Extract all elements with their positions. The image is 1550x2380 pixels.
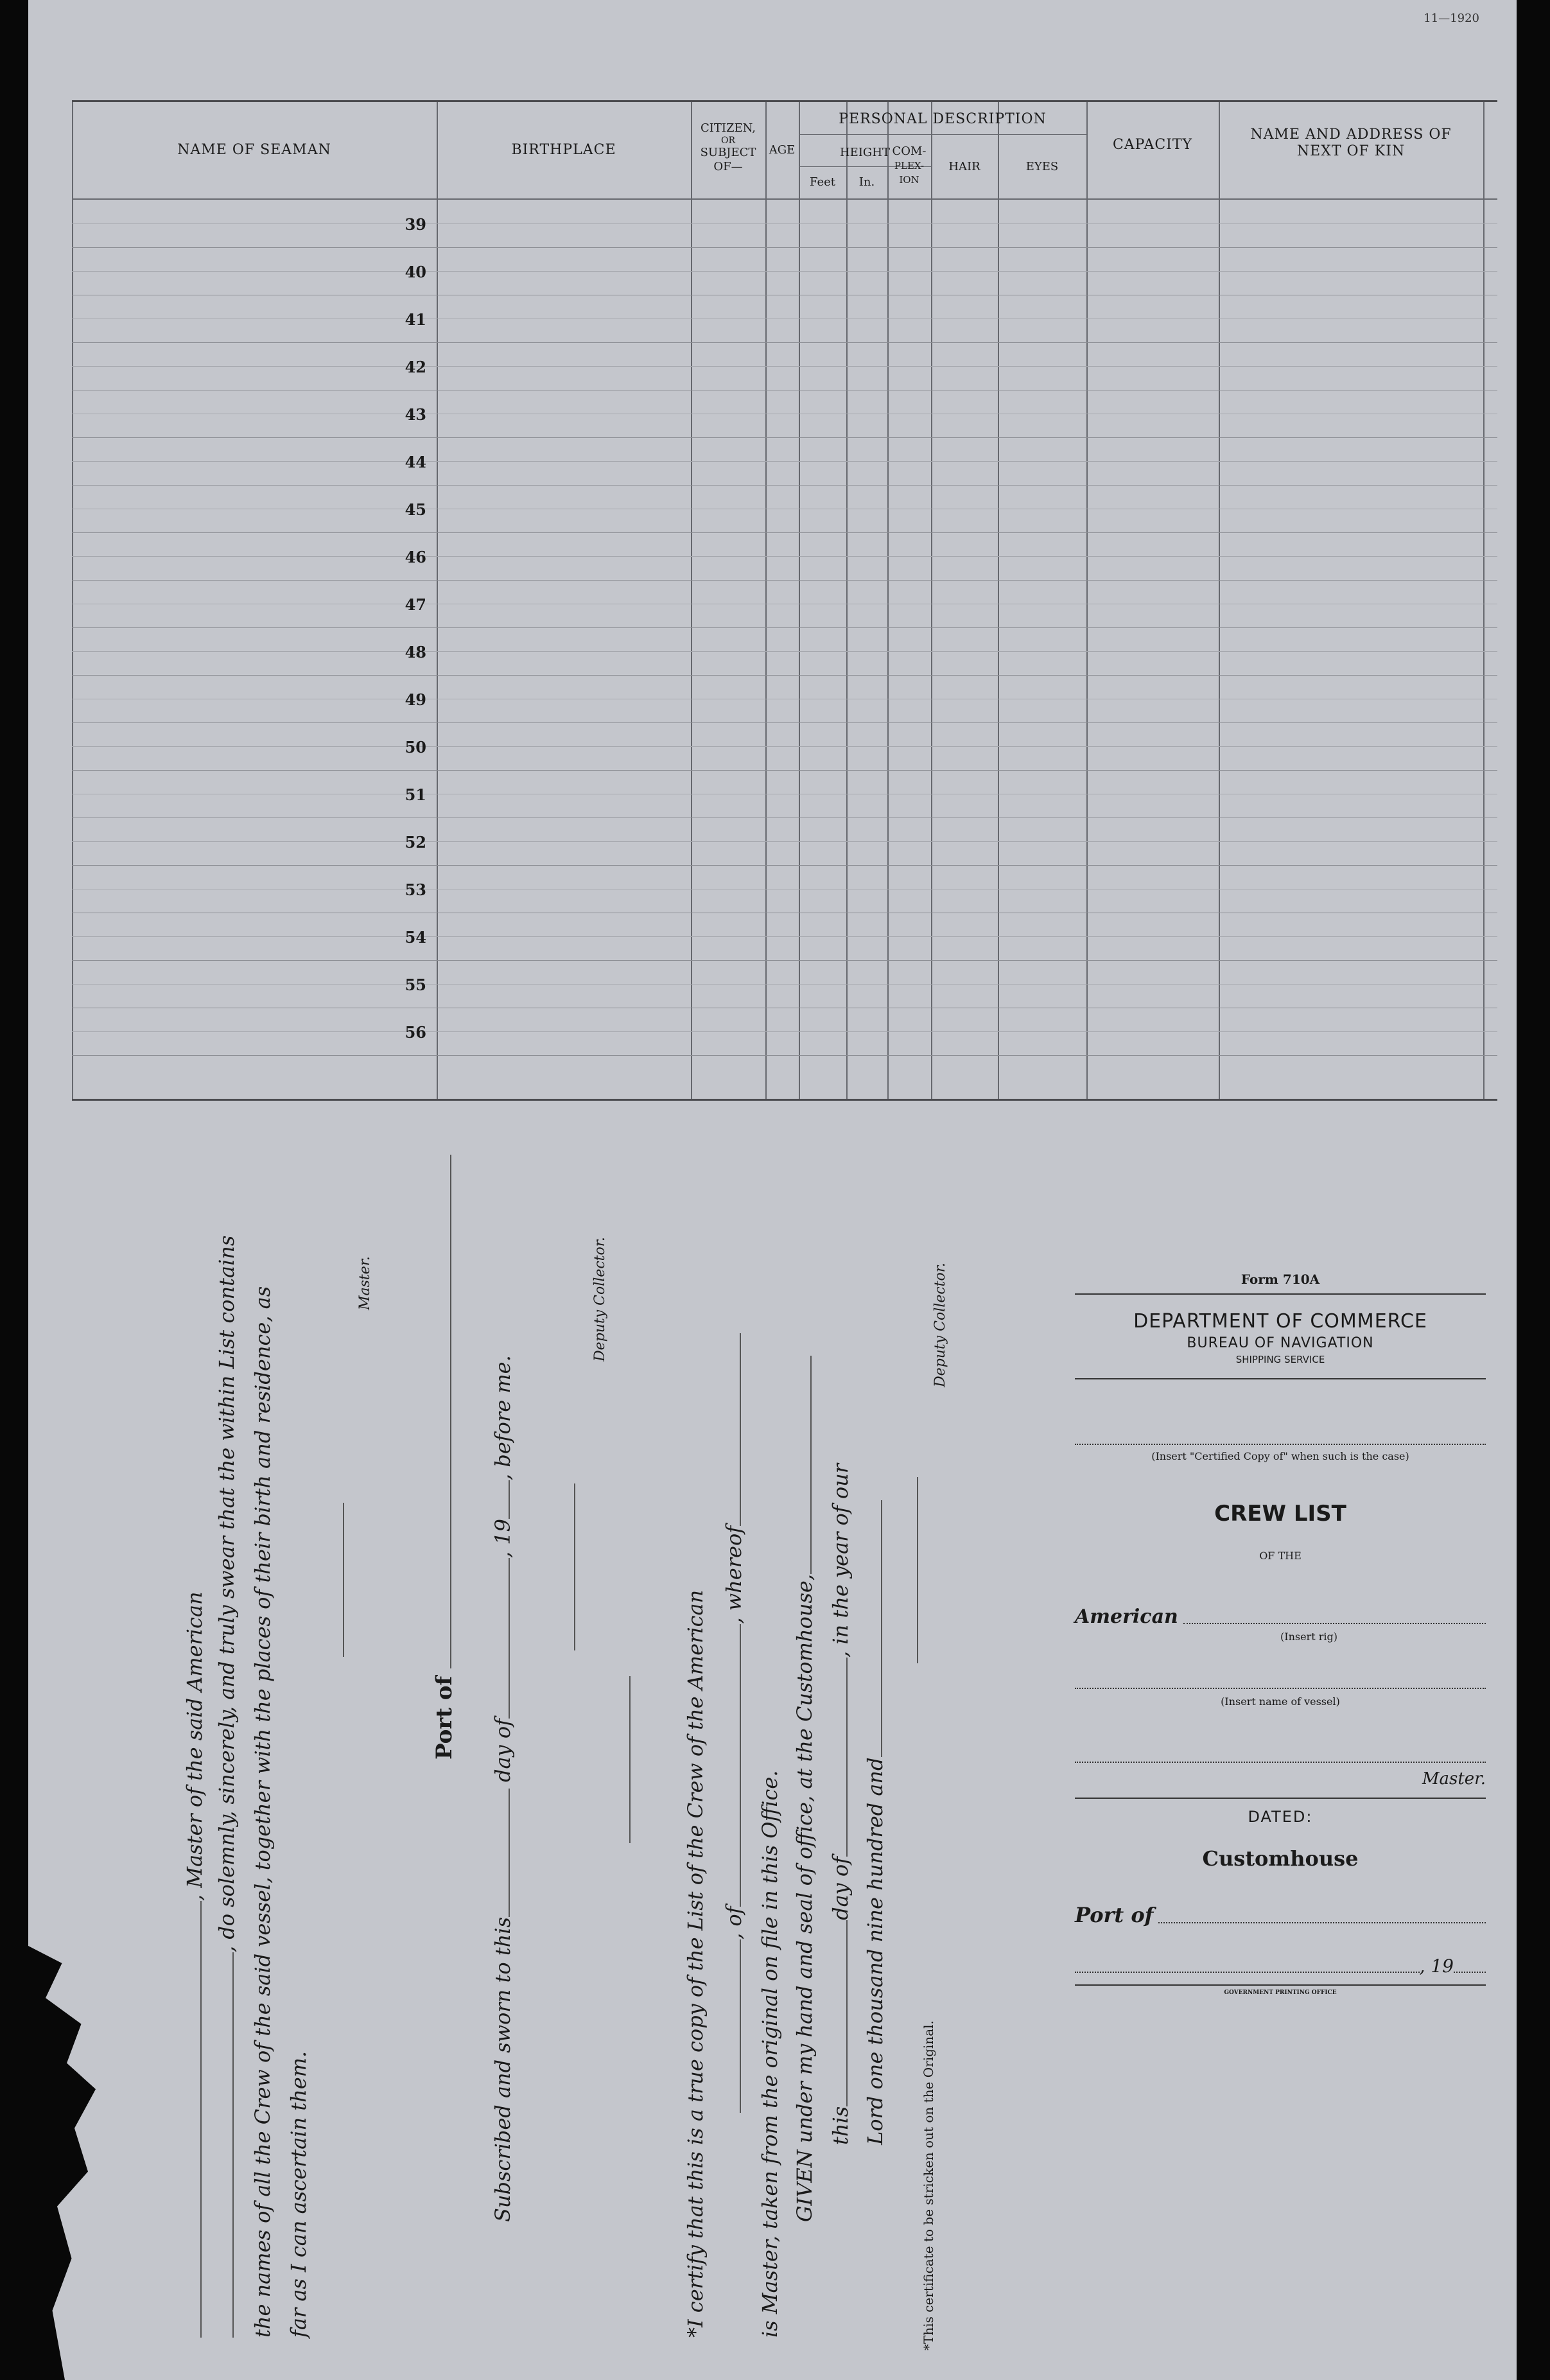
dated-label: DATED: bbox=[1248, 1808, 1313, 1826]
oath-deputy-collector: Deputy Collector. bbox=[592, 1237, 608, 1361]
header-height: HEIGHT bbox=[839, 146, 891, 159]
header-hair: HAIR bbox=[948, 160, 980, 173]
certificate-footnote: *This certificate to be stricken out on the Original. bbox=[921, 2020, 936, 2350]
table-row-line bbox=[72, 770, 1497, 771]
header-personal-description: PERSONAL DESCRIPTION bbox=[839, 111, 1047, 127]
row-number: 42 bbox=[405, 358, 426, 376]
row-number: 39 bbox=[405, 215, 426, 234]
row-number: 52 bbox=[405, 833, 426, 852]
table-row-line bbox=[72, 532, 1497, 533]
cover-master: Master. bbox=[1422, 1769, 1486, 1789]
header-eyes: EYES bbox=[1025, 160, 1059, 173]
insert-vessel-note: (Insert name of vessel) bbox=[1221, 1695, 1340, 1708]
row-number: 48 bbox=[405, 643, 426, 661]
crew-list-title: CREW LIST bbox=[1214, 1501, 1346, 1527]
row-number: 54 bbox=[405, 928, 426, 947]
header-complexion: COM- PLEX- ION bbox=[892, 144, 927, 186]
crew-list-sheet bbox=[28, 0, 1517, 2380]
table-row-line bbox=[72, 722, 1497, 723]
table-row-line bbox=[72, 627, 1497, 628]
form-number: Form 710A bbox=[1241, 1272, 1320, 1287]
row-number: 56 bbox=[405, 1023, 426, 1042]
row-number: 46 bbox=[405, 548, 426, 566]
header-age: AGE bbox=[769, 143, 796, 157]
certificate-deputy-collector: Deputy Collector. bbox=[932, 1263, 948, 1387]
table-row-line bbox=[72, 675, 1497, 676]
row-number: 53 bbox=[405, 880, 426, 899]
table-row-line bbox=[72, 437, 1497, 438]
row-number: 47 bbox=[405, 595, 426, 614]
table-row-line bbox=[72, 342, 1497, 343]
department-title: DEPARTMENT OF COMMERCE bbox=[1133, 1310, 1427, 1333]
insert-rig-note: (Insert rig) bbox=[1280, 1631, 1337, 1643]
oath-subscribed-line: Subscribed and sworn to this day of, 19, before me. bbox=[491, 1355, 515, 2222]
oath-solemnly-line: , do solemnly, sincerely, and truly swear that the within List contains bbox=[214, 1236, 239, 2338]
oath-names-line: the names of all the Crew of the said vessel, together with the places of their birth and residence, as bbox=[250, 1286, 275, 2338]
row-number: 40 bbox=[405, 263, 426, 281]
torn-edge bbox=[28, 1946, 125, 2380]
certificate-line3: is Master, taken from the original on file in this Office. bbox=[758, 1770, 782, 2338]
row-number: 50 bbox=[405, 738, 426, 757]
row-number: 41 bbox=[405, 310, 426, 329]
certificate-line6: Lord one thousand nine hundred and bbox=[863, 1501, 887, 2146]
crew-table bbox=[72, 100, 1497, 1101]
row-number: 45 bbox=[405, 500, 426, 519]
corner-mark: 11—1920 bbox=[1424, 12, 1479, 25]
oath-master-signature: Master. bbox=[357, 1256, 373, 1310]
row-number: 55 bbox=[405, 976, 426, 994]
cover-panel bbox=[1075, 1272, 1486, 1996]
certificate-line1: *I certify that this is a true copy of the List of the Crew of the American bbox=[683, 1589, 708, 2338]
header-feet: Feet bbox=[809, 175, 836, 189]
of-the: OF THE bbox=[1259, 1550, 1302, 1562]
row-number: 51 bbox=[405, 785, 426, 804]
header-next-of-kin: NAME AND ADDRESS OF NEXT OF KIN bbox=[1250, 127, 1452, 159]
bureau-title: BUREAU OF NAVIGATION bbox=[1187, 1335, 1374, 1351]
table-row-line bbox=[72, 485, 1497, 486]
row-number: 49 bbox=[405, 690, 426, 709]
row-number: 43 bbox=[405, 405, 426, 424]
oath-master-line: , Master of the said American bbox=[182, 1591, 207, 2338]
header-capacity: CAPACITY bbox=[1112, 137, 1193, 153]
table-row-line bbox=[72, 247, 1497, 248]
printer-credit: GOVERNMENT PRINTING OFFICE bbox=[1224, 1990, 1337, 1996]
header-citizen: CITIZEN, OR SUBJECT OF— bbox=[700, 121, 756, 173]
insert-certified-note: (Insert "Certified Copy of" when such is the case) bbox=[1151, 1450, 1409, 1462]
certificate-line2: , of, whereof bbox=[722, 1333, 746, 2113]
cover-port-of: Port of bbox=[1075, 1903, 1486, 1927]
oath-port-of: Port of bbox=[431, 1155, 457, 1760]
header-birthplace: BIRTHPLACE bbox=[511, 142, 616, 158]
cover-date-line: , 19 bbox=[1075, 1956, 1486, 1977]
certificate-line4: GIVEN under my hand and seal of office, at the Customhouse, bbox=[792, 1356, 817, 2222]
table-row-line bbox=[72, 1055, 1497, 1056]
service-title: SHIPPING SERVICE bbox=[1235, 1354, 1325, 1365]
row-number: 44 bbox=[405, 453, 426, 471]
table-row-line bbox=[72, 960, 1497, 961]
table-row-line bbox=[72, 865, 1497, 866]
american-line: American bbox=[1075, 1606, 1486, 1628]
table-row-line bbox=[72, 580, 1497, 581]
header-name-of-seaman: NAME OF SEAMAN bbox=[177, 142, 331, 158]
certificate-line5: thisday of, in the year of our bbox=[828, 1464, 853, 2145]
header-inches: In. bbox=[858, 175, 875, 189]
customhouse-label: Customhouse bbox=[1202, 1846, 1359, 1871]
oath-far-line: far as I can ascertain them. bbox=[286, 2051, 311, 2338]
